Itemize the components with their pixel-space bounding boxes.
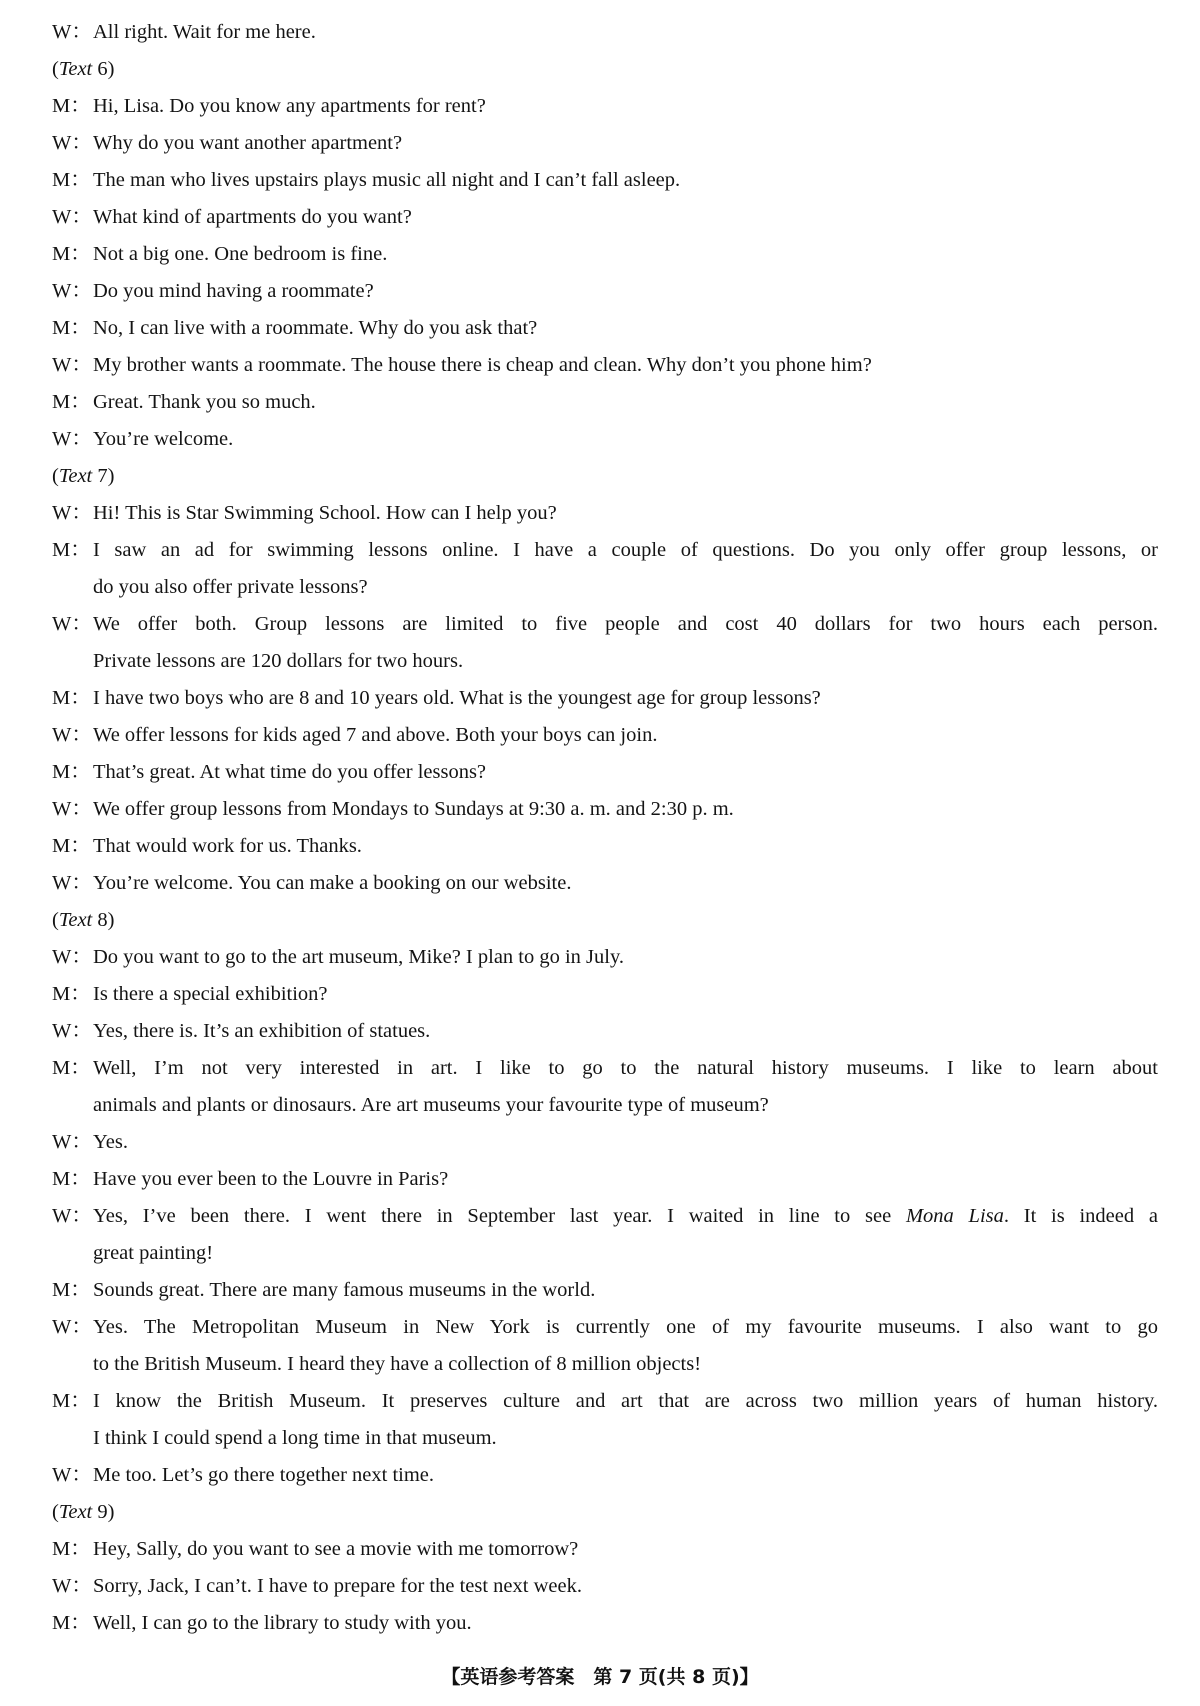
section-label: Text [58, 1501, 93, 1523]
dialog-text: All right. Wait for me here. [93, 21, 316, 43]
speaker-label: M： [52, 761, 91, 783]
dialog-line [52, 680, 1158, 717]
speaker-label: M： [52, 1057, 91, 1079]
speaker-label: M： [52, 243, 91, 265]
speaker-label: M： [52, 1168, 91, 1190]
speaker-label: W： [52, 428, 92, 450]
speaker-label: W： [52, 1575, 92, 1597]
dialog-text: great painting! [93, 1242, 214, 1264]
dialog-text: You’re welcome. [93, 428, 234, 450]
dialog-text: Have you ever been to the Louvre in Paris? [93, 1168, 449, 1190]
section-label: Text [58, 58, 93, 80]
speaker-label: W： [52, 798, 92, 820]
dialog-text: What kind of apartments do you want? [93, 206, 412, 228]
speaker-label: W： [52, 1205, 92, 1227]
speaker-label: W： [52, 872, 92, 894]
dialog-line [52, 1383, 1158, 1420]
dialog-line [52, 236, 1158, 273]
dialog-text: I know the British Museum. It preserves culture and art that are across two million years of human history. [93, 1390, 1158, 1412]
dialog-text: Private lessons are 120 dollars for two hours. [93, 650, 464, 672]
speaker-label: W： [52, 1464, 92, 1486]
speaker-label: M： [52, 983, 91, 1005]
dialog-line [52, 1198, 1158, 1235]
dialog-text: Hi! This is Star Swimming School. How can I help you? [93, 502, 557, 524]
speaker-label: M： [52, 1390, 91, 1412]
speaker-label: M： [52, 835, 91, 857]
section-open-paren: ( [52, 1501, 59, 1523]
dialog-text: We offer both. Group lessons are limited to five people and cost 40 dollars for two hours each person. [93, 613, 1158, 635]
section-heading [52, 51, 1158, 88]
speaker-label: W： [52, 1131, 92, 1153]
dialog-text: My brother wants a roommate. The house there is cheap and clean. Why don’t you phone him? [93, 354, 872, 376]
speaker-label: W： [52, 613, 92, 635]
speaker-label: M： [52, 169, 91, 191]
dialog-line [52, 1531, 1158, 1568]
dialog-line [52, 1013, 1158, 1050]
section-heading [52, 458, 1158, 495]
dialog-text: You’re welcome. You can make a booking on our website. [93, 872, 572, 894]
dialog-text: No, I can live with a roommate. Why do you ask that? [93, 317, 538, 339]
dialog-text: Me too. Let’s go there together next time. [93, 1464, 435, 1486]
speaker-label: W： [52, 206, 92, 228]
section-number: 6) [92, 58, 115, 80]
artwork-title: Mona Lisa [905, 1205, 1004, 1227]
dialog-line [52, 310, 1158, 347]
speaker-label: W： [52, 132, 92, 154]
speaker-label: M： [52, 687, 91, 709]
dialog-line [52, 199, 1158, 236]
dialog-text: We offer lessons for kids aged 7 and above. Both your boys can join. [93, 724, 658, 746]
dialog-text: Hey, Sally, do you want to see a movie with me tomorrow? [93, 1538, 579, 1560]
dialog-text-part: Yes, I’ve been there. I went there in September last year. I waited in line to see [93, 1205, 906, 1227]
dialog-text: Sounds great. There are many famous museums in the world. [93, 1279, 596, 1301]
dialog-text [93, 1198, 1158, 1235]
dialog-text: Do you want to go to the art museum, Mike? I plan to go in July. [93, 946, 625, 968]
speaker-label: W： [52, 1020, 92, 1042]
dialog-line [52, 14, 1158, 51]
dialog-line [52, 1568, 1158, 1605]
dialog-line [52, 791, 1158, 828]
speaker-label: W： [52, 502, 92, 524]
dialog-text: Yes, there is. It’s an exhibition of statues. [93, 1020, 431, 1042]
speaker-label: M： [52, 317, 91, 339]
section-number: 9) [92, 1501, 115, 1523]
dialog-line [52, 1161, 1158, 1198]
transcript-body [52, 14, 1158, 1642]
dialog-line [52, 865, 1158, 902]
speaker-label: M： [52, 391, 91, 413]
dialog-text: animals and plants or dinosaurs. Are art museums your favourite type of museum? [93, 1094, 769, 1116]
dialog-text: Great. Thank you so much. [93, 391, 316, 413]
dialog-line [52, 606, 1158, 643]
dialog-line [52, 532, 1158, 569]
dialog-line [52, 1272, 1158, 1309]
dialog-text: to the British Museum. I heard they have a collection of 8 million objects! [93, 1353, 702, 1375]
speaker-label: W： [52, 354, 92, 376]
dialog-line [52, 1309, 1158, 1346]
dialog-line [52, 495, 1158, 532]
dialog-text: Not a big one. One bedroom is fine. [93, 243, 388, 265]
section-number: 8) [92, 909, 115, 931]
dialog-line [52, 717, 1158, 754]
dialog-line [52, 421, 1158, 458]
dialog-text: I saw an ad for swimming lessons online. I have a couple of questions. Do you only offer group lessons, or [93, 539, 1158, 561]
section-open-paren: ( [52, 465, 59, 487]
speaker-label: M： [52, 1279, 91, 1301]
section-open-paren: ( [52, 58, 59, 80]
dialog-line [52, 828, 1158, 865]
dialog-text: Why do you want another apartment? [93, 132, 403, 154]
dialog-line [52, 125, 1158, 162]
section-label: Text [58, 909, 93, 931]
dialog-line [52, 384, 1158, 421]
speaker-label: M： [52, 539, 91, 561]
dialog-continuation [52, 1346, 1158, 1383]
speaker-label: W： [52, 280, 92, 302]
dialog-text: Yes. [93, 1131, 128, 1153]
dialog-continuation [52, 1235, 1158, 1272]
dialog-line [52, 1457, 1158, 1494]
dialog-text: Do you mind having a roommate? [93, 280, 374, 302]
dialog-line [52, 88, 1158, 125]
dialog-text: That’s great. At what time do you offer lessons? [93, 761, 487, 783]
speaker-label: M： [52, 1538, 91, 1560]
dialog-line [52, 162, 1158, 199]
dialog-text: Is there a special exhibition? [93, 983, 328, 1005]
dialog-text-part: . It is indeed a [1003, 1205, 1158, 1227]
speaker-label: W： [52, 724, 92, 746]
section-heading [52, 902, 1158, 939]
dialog-continuation [52, 569, 1158, 606]
dialog-line [52, 754, 1158, 791]
dialog-text: do you also offer private lessons? [93, 576, 368, 598]
dialog-text: Yes. The Metropolitan Museum in New York is currently one of my favourite museums. I also want to go [93, 1316, 1158, 1338]
dialog-line [52, 939, 1158, 976]
dialog-text: Well, I can go to the library to study with you. [93, 1612, 472, 1634]
section-label: Text [58, 465, 93, 487]
page-footer: 【英语参考答案 第 7 页(共 8 页)】 [441, 1666, 759, 1688]
dialog-text: Hi, Lisa. Do you know any apartments for rent? [93, 95, 486, 117]
dialog-text: I have two boys who are 8 and 10 years old. What is the youngest age for group lessons? [93, 687, 821, 709]
dialog-line [52, 1124, 1158, 1161]
speaker-label: M： [52, 1612, 91, 1634]
section-heading [52, 1494, 1158, 1531]
dialog-text: The man who lives upstairs plays music all night and I can’t fall asleep. [93, 169, 681, 191]
dialog-line [52, 976, 1158, 1013]
dialog-text: I think I could spend a long time in that museum. [93, 1427, 497, 1449]
section-number: 7) [92, 465, 115, 487]
speaker-label: W： [52, 1316, 92, 1338]
dialog-text: We offer group lessons from Mondays to Sundays at 9:30 a. m. and 2:30 p. m. [93, 798, 734, 820]
dialog-text: That would work for us. Thanks. [93, 835, 362, 857]
dialog-continuation [52, 643, 1158, 680]
dialog-line [52, 1050, 1158, 1087]
speaker-label: M： [52, 95, 91, 117]
speaker-label: W： [52, 946, 92, 968]
dialog-continuation [52, 1087, 1158, 1124]
section-open-paren: ( [52, 909, 59, 931]
dialog-text: Sorry, Jack, I can’t. I have to prepare for the test next week. [93, 1575, 582, 1597]
dialog-text: Well, I’m not very interested in art. I like to go to the natural history museums. I like to learn about [93, 1057, 1158, 1079]
speaker-label: W： [52, 21, 92, 43]
dialog-line [52, 347, 1158, 384]
dialog-line [52, 1605, 1158, 1642]
dialog-continuation [52, 1420, 1158, 1457]
dialog-line [52, 273, 1158, 310]
